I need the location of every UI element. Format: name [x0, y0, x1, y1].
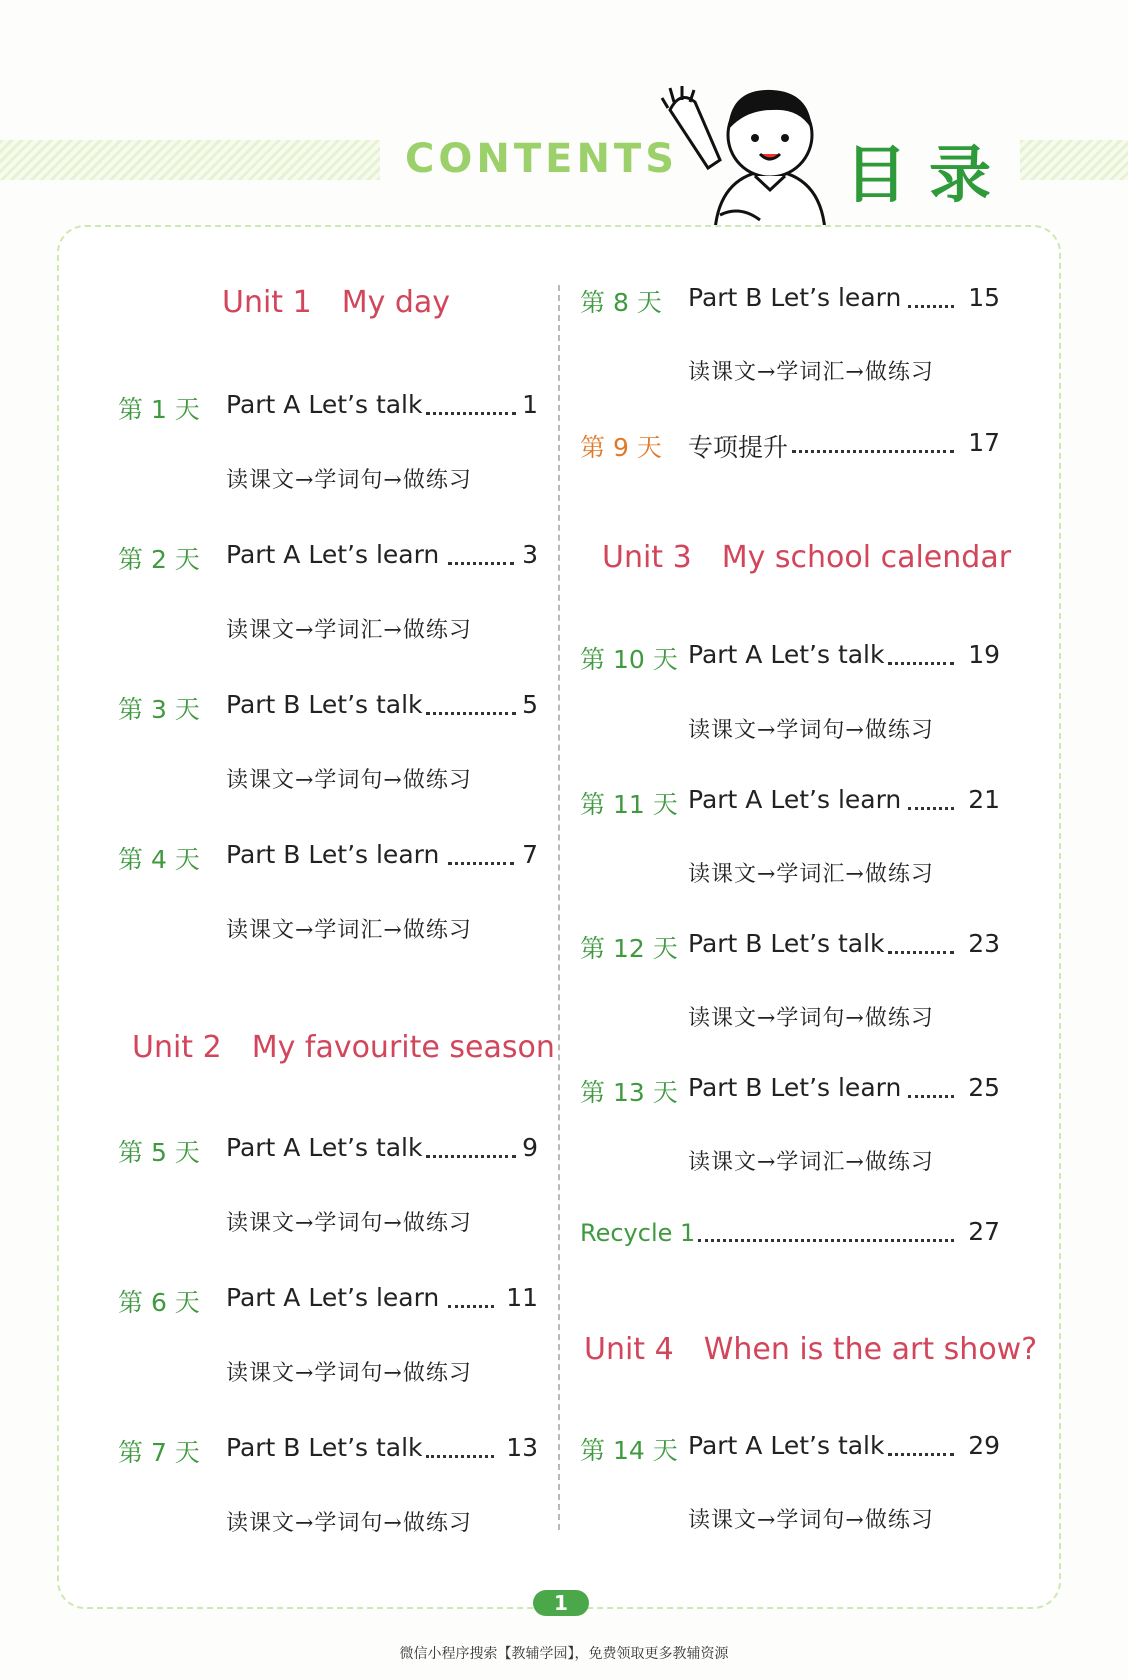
- contents-title: CONTENTS: [405, 136, 679, 182]
- page-ref: 9: [522, 1133, 538, 1162]
- unit-heading: [132, 1030, 555, 1065]
- toc-entry[interactable]: [580, 929, 1000, 969]
- leader-dots: [888, 933, 954, 954]
- page-ref: 19: [968, 640, 1000, 669]
- day-label: 第 8 天: [580, 288, 662, 317]
- lesson-title: 专项提升: [688, 433, 789, 462]
- lesson-title: Part B Let’s learn: [226, 840, 440, 869]
- header-stripe-right: [1020, 140, 1128, 180]
- toc-entry[interactable]: [118, 1283, 538, 1323]
- lesson-title: Part A Let’s talk: [226, 390, 423, 419]
- day-label: 第 12 天: [580, 934, 678, 963]
- toc-entry[interactable]: [580, 428, 1000, 468]
- study-steps: 读课文→学词汇→做练习: [226, 918, 472, 943]
- lesson-title: Part B Let’s learn: [688, 283, 902, 312]
- lesson-title: Part A Let’s talk: [688, 640, 885, 669]
- leader-dots: [426, 1437, 494, 1458]
- lesson-title: Part A Let’s talk: [688, 1431, 885, 1460]
- recycle-label: Recycle 1: [580, 1219, 696, 1247]
- day-label: 第 9 天: [580, 433, 662, 462]
- page-ref: 25: [968, 1073, 1000, 1102]
- unit-heading: [584, 1332, 1037, 1367]
- toc-entry[interactable]: [580, 1073, 1000, 1113]
- day-label: 第 4 天: [118, 845, 200, 874]
- toc-entry[interactable]: [580, 283, 1000, 323]
- leader-dots: [908, 789, 954, 810]
- unit-heading: [222, 285, 450, 320]
- lesson-title: Part A Let’s learn: [226, 1283, 440, 1312]
- day-label: 第 2 天: [118, 545, 200, 574]
- column-divider: [558, 285, 560, 1530]
- lesson-title: Part A Let’s learn: [688, 785, 902, 814]
- study-steps: 读课文→学词句→做练习: [688, 718, 934, 743]
- day-label: 第 5 天: [118, 1138, 200, 1167]
- study-steps: 读课文→学词句→做练习: [226, 1211, 472, 1236]
- page-number-badge: 1: [533, 1590, 589, 1616]
- page-ref: 23: [968, 929, 1000, 958]
- study-steps: 读课文→学词句→做练习: [688, 1006, 934, 1031]
- study-steps: 读课文→学词汇→做练习: [688, 360, 934, 385]
- contents-title-chinese: 目录: [845, 138, 1014, 211]
- leader-dots: [448, 1287, 494, 1308]
- page-ref: 3: [522, 540, 538, 569]
- day-label: 第 7 天: [118, 1438, 200, 1467]
- study-steps: 读课文→学词句→做练习: [688, 1508, 934, 1533]
- page-ref: 5: [522, 690, 538, 719]
- page-ref: 11: [506, 1283, 538, 1312]
- unit-number: Unit 4: [584, 1332, 674, 1367]
- header-stripe-left: [0, 140, 380, 180]
- study-steps: 读课文→学词汇→做练习: [688, 1150, 934, 1175]
- page-ref: 1: [522, 390, 538, 419]
- boy-waving-illustration: [660, 80, 840, 230]
- lesson-title: Part A Let’s learn: [226, 540, 440, 569]
- page-ref: 29: [968, 1431, 1000, 1460]
- leader-dots: [908, 1077, 954, 1098]
- unit-title: My school calendar: [721, 540, 1012, 575]
- toc-entry[interactable]: [118, 390, 538, 430]
- page-ref: 13: [506, 1433, 538, 1462]
- toc-entry[interactable]: [580, 785, 1000, 825]
- study-steps: 读课文→学词句→做练习: [226, 768, 472, 793]
- page-ref: 17: [968, 428, 1000, 457]
- day-label: 第 1 天: [118, 395, 200, 424]
- lesson-title: Part B Let’s talk: [688, 929, 885, 958]
- study-steps: 读课文→学词句→做练习: [226, 1361, 472, 1386]
- unit-number: Unit 2: [132, 1030, 222, 1065]
- unit-title: When is the art show?: [703, 1332, 1038, 1367]
- leader-dots: [908, 287, 954, 308]
- unit-number: Unit 1: [222, 285, 312, 320]
- lesson-title: Part B Let’s talk: [226, 1433, 423, 1462]
- study-steps: 读课文→学词汇→做练习: [688, 862, 934, 887]
- study-steps: 读课文→学词汇→做练习: [226, 618, 472, 643]
- day-label: 第 3 天: [118, 695, 200, 724]
- day-label: 第 13 天: [580, 1078, 678, 1107]
- day-label: 第 10 天: [580, 645, 678, 674]
- footer-note: 微信小程序搜索【教辅学园】，免费领取更多教辅资源: [399, 1646, 729, 1662]
- lesson-title: Part B Let’s learn: [688, 1073, 902, 1102]
- page-ref: 15: [968, 283, 1000, 312]
- day-label: 第 6 天: [118, 1288, 200, 1317]
- toc-entry[interactable]: [118, 840, 538, 880]
- page-ref: 27: [968, 1217, 1000, 1246]
- leader-dots: [888, 1435, 954, 1456]
- leader-dots: [698, 1221, 954, 1242]
- toc-entry[interactable]: [118, 1133, 538, 1173]
- toc-entry[interactable]: [118, 1433, 538, 1473]
- lesson-title: Part B Let’s talk: [226, 690, 423, 719]
- toc-entry-recycle[interactable]: [580, 1217, 1000, 1257]
- toc-entry[interactable]: [580, 640, 1000, 680]
- leader-dots: [792, 432, 954, 453]
- unit-title: My favourite season: [251, 1030, 555, 1065]
- day-label: 第 11 天: [580, 790, 678, 819]
- day-label: 第 14 天: [580, 1436, 678, 1465]
- leader-dots: [888, 644, 954, 665]
- lesson-title: Part A Let’s talk: [226, 1133, 423, 1162]
- study-steps: 读课文→学词句→做练习: [226, 468, 472, 493]
- study-steps: 读课文→学词句→做练习: [226, 1511, 472, 1536]
- unit-title: My day: [341, 285, 451, 320]
- page-ref: 7: [522, 840, 538, 869]
- toc-entry[interactable]: [118, 540, 538, 580]
- unit-heading: [602, 540, 1011, 575]
- unit-number: Unit 3: [602, 540, 692, 575]
- toc-entry[interactable]: [580, 1431, 1000, 1471]
- toc-entry[interactable]: [118, 690, 538, 730]
- page-ref: 21: [968, 785, 1000, 814]
